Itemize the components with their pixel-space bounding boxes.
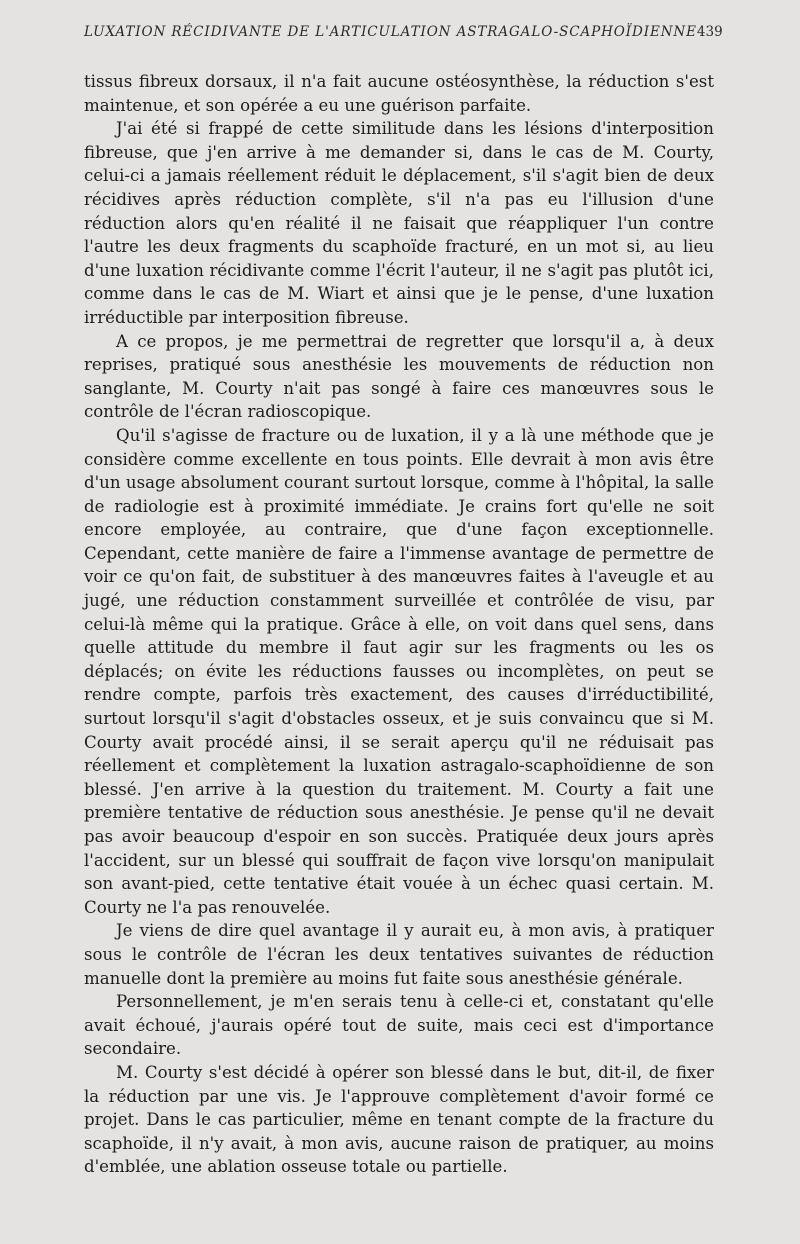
paragraph-2: J'ai été si frappé de cette similitude dans les lésions d'interposition fibreuse, que j'en arrive à me demander si, dans le cas de M. Courty, celui-ci a jamais réellement réduit le déplacement, s'il s'agit bien de deux récidives après réduction complète, s'il n'a pas eu l'illusion d'une réduction alors qu'en réalité il ne faisait que réappliquer l'un contre l'autre les deux fragments du scaphoïde fracturé, en un mot si, au lieu d'une luxation récidivante comme l'écrit l'auteur, il ne s'agit pas plutôt ici, comme dans le cas de M. Wiart et ainsi que je le pense, d'une luxation irréductible par interposition fibreuse. (84, 119, 714, 327)
paragraph-7: M. Courty s'est décidé à opérer son blessé dans le but, dit-il, de fixer la réduction par une vis. Je l'approuve complètement d'avoir formé ce projet. Dans le cas particulier, même en tenant compte de la fracture du scaphoïde, il n'y avait, à mon avis, aucune raison de pratiquer, au moins d'emblée, une ablation osseuse totale ou partielle. (84, 1062, 714, 1177)
paragraph-1: tissus fibreux dorsaux, il n'a fait aucune ostéosynthèse, la réduction s'est maintenue, et son opérée a eu une guérison parfaite. (84, 72, 714, 115)
paragraph-3: A ce propos, je me permettrai de regretter que lorsqu'il a, à deux reprises, pratiqué sous anesthésie les mouvements de réduction non sanglante, M. Courty n'ait pas songé à faire ces manœuvres sous le contrôle de l'écran radioscopique. (84, 331, 714, 422)
running-title: LUXATION RÉCIDIVANTE DE L'ARTICULATION ASTRAGALO-SCAPHOÏDIENNE (84, 24, 697, 40)
paragraph-6: Personnellement, je m'en serais tenu à celle-ci et, constatant qu'elle avait échoué, j'aurais opéré tout de suite, mais ceci est d'importance secondaire. (84, 992, 714, 1059)
paragraph-4: Qu'il s'agisse de fracture ou de luxation, il y a là une méthode que je considère comme excellente en tous points. Elle devrait à mon avis être d'un usage absolument courant surtout lorsque, comme à l'hôpital, la salle de radiologie est à proximité immédiate. Je crains fort qu'elle ne soit encore employée, au contraire, que d'une façon exceptionnelle. Cependant, cette manière de faire a l'immense avantage de permettre de voir ce qu'on fait, de substituer à des manœuvres faites à l'aveugle et au jugé, une réduction constamment surveillée et contrôlée de visu, par celui-là même qui la pratique. Grâce à elle, on voit dans quel sens, dans quelle attitude du membre il faut agir sur les fragments ou les os déplacés; on évite les réductions fausses ou incomplètes, on peut se rendre compte, parfois très exactement, des causes d'irréductibilité, surtout lorsqu'il s'agit d'obstacles osseux, et je suis convaincu que si M. Courty avait procédé ainsi, il se serait aperçu qu'il ne réduisait pas réellement et complètement la luxation astragalo-scaphoïdienne de son blessé. J'en arrive à la question du traitement. M. Courty a fait une première tentative de réduction sous anesthésie. Je pense qu'il ne devait pas avoir beaucoup d'espoir en son succès. Pratiquée deux jours après l'accident, sur un blessé qui souffrait de façon vive lorsqu'on manipulait son avant-pied, cette tentative était vouée à un échec quasi certain. M. Courty ne l'a pas renouvelée. (84, 425, 714, 917)
page-number: 439 (696, 24, 723, 40)
running-header (84, 24, 723, 52)
paragraph-5: Je viens de dire quel avantage il y aurait eu, à mon avis, à pratiquer sous le contrôle de l'écran les deux tentatives suivantes de réduction manuelle dont la première au moins fut faite sous anesthésie générale. (84, 921, 714, 988)
body-text (84, 70, 714, 1179)
